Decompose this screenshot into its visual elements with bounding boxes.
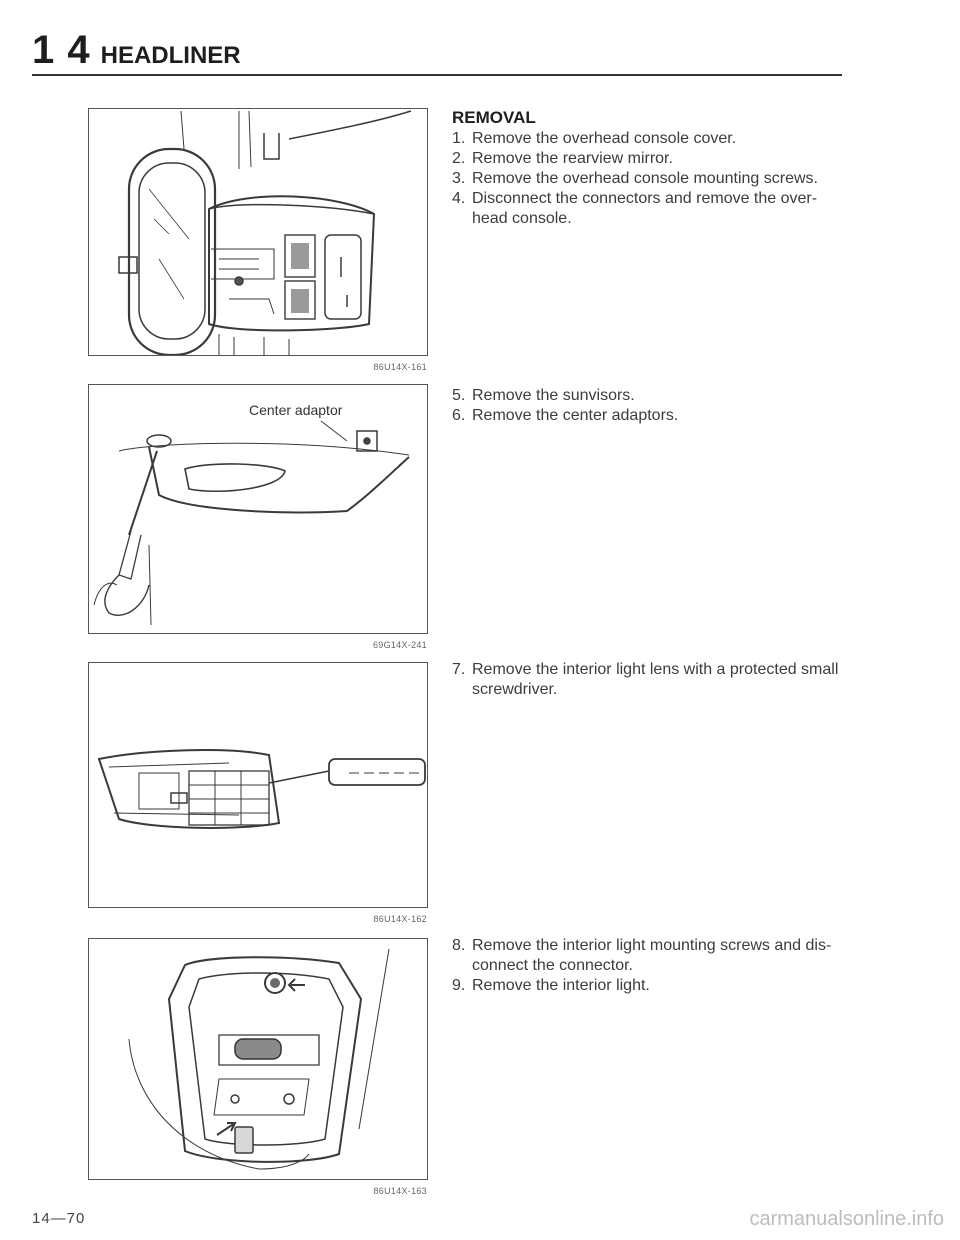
step bbox=[452, 936, 852, 976]
step-number: 7. bbox=[452, 661, 466, 678]
step-number: 2. bbox=[452, 150, 466, 167]
removal-steps-8-9 bbox=[452, 936, 852, 996]
removal-steps-5-6 bbox=[452, 386, 852, 426]
overhead-console-illustration bbox=[89, 109, 427, 355]
figure-code: 69G14X-241 bbox=[372, 640, 427, 650]
figure-sunvisor bbox=[88, 384, 428, 650]
step bbox=[452, 149, 852, 169]
light-lens-illustration bbox=[89, 663, 427, 907]
step bbox=[452, 129, 852, 149]
step-text: Remove the interior light lens with a protected small screwdriver. bbox=[472, 661, 839, 698]
step-text: Remove the sunvisors. bbox=[472, 387, 635, 404]
figure-light-lens bbox=[88, 662, 428, 924]
step-text: Remove the center adaptors. bbox=[472, 407, 679, 424]
step-number: 4. bbox=[452, 190, 466, 207]
callout-center-adaptor: Center adaptor bbox=[249, 402, 343, 418]
header-rule bbox=[32, 74, 842, 76]
page-number: 14—70 bbox=[32, 1210, 86, 1227]
step-number: 1. bbox=[452, 130, 466, 147]
section-title: HEADLINER bbox=[100, 42, 241, 69]
figure-interior-light bbox=[88, 938, 428, 1196]
step-number: 6. bbox=[452, 407, 466, 424]
interior-light-illustration bbox=[89, 939, 427, 1179]
step-text: Remove the interior light mounting screws and dis-connect the connector. bbox=[472, 937, 832, 974]
step-text: Remove the interior light. bbox=[472, 977, 650, 994]
page-header bbox=[32, 28, 241, 73]
sunvisor-illustration bbox=[89, 385, 427, 633]
step bbox=[452, 660, 852, 700]
step-number: 3. bbox=[452, 170, 466, 187]
figure-code: 86U14X-162 bbox=[373, 914, 427, 924]
watermark: carmanualsonline.info bbox=[749, 1208, 944, 1230]
removal-step-7 bbox=[452, 660, 852, 700]
figure-code: 86U14X-161 bbox=[373, 362, 427, 372]
step-number: 9. bbox=[452, 977, 466, 994]
step-text: Remove the overhead console mounting screws. bbox=[472, 170, 818, 187]
step-text: Remove the overhead console cover. bbox=[472, 130, 737, 147]
step-number: 5. bbox=[452, 387, 466, 404]
figure-overhead-console bbox=[88, 108, 428, 372]
removal-heading: REMOVAL bbox=[452, 108, 536, 127]
removal-steps-1-4 bbox=[452, 108, 852, 229]
step bbox=[452, 386, 852, 406]
step bbox=[452, 406, 852, 426]
step bbox=[452, 189, 852, 229]
step bbox=[452, 976, 852, 996]
step-text: Disconnect the connectors and remove the over-head console. bbox=[472, 190, 818, 227]
figure-code: 86U14X-163 bbox=[373, 1186, 427, 1196]
step-text: Remove the rearview mirror. bbox=[472, 150, 673, 167]
step-number: 8. bbox=[452, 937, 466, 954]
step bbox=[452, 169, 852, 189]
section-number: 1 4 bbox=[32, 28, 91, 72]
